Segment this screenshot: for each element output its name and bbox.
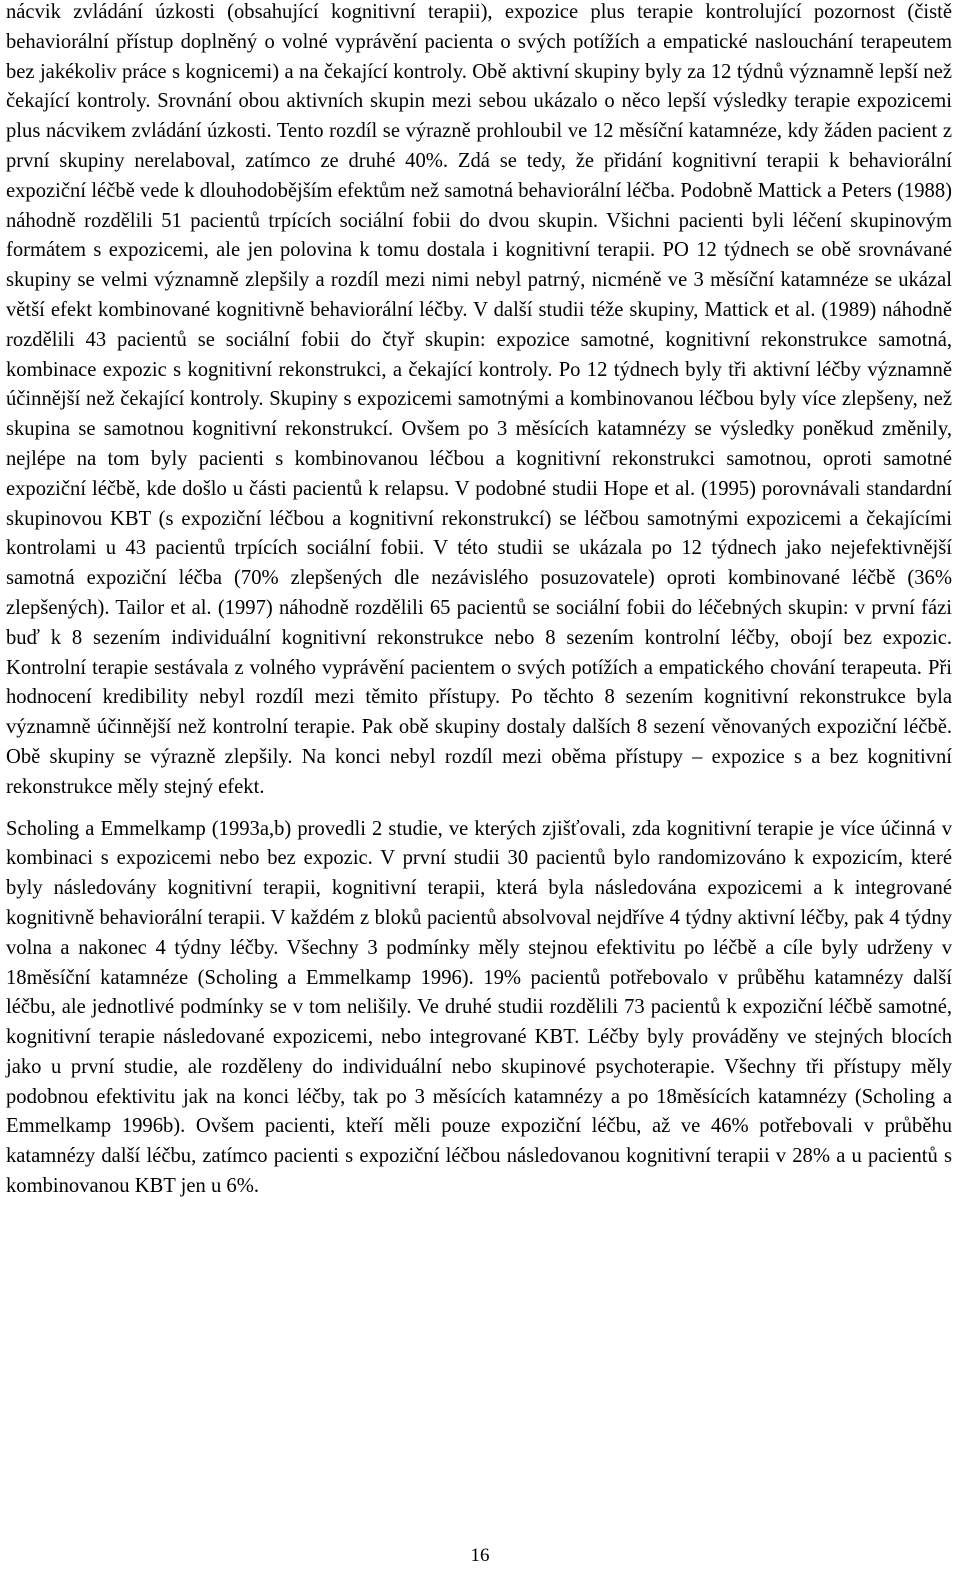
document-page	[6, 0, 952, 1202]
body-paragraph-1: nácvik zvládání úzkosti (obsahující kognitivní terapii), expozice plus terapie kontrolující pozornost (čistě behaviorální přístup doplněný o volné vyprávění pacienta o svých potížích a empatické naslouchání terapeutem bez jakékoliv práce s kognicemi) a na čekající kontroly. Obě aktivní skupiny byly za 12 týdnů významně lepší než čekající kontroly. Srovnání obou aktivních skupin mezi sebou ukázalo o něco lepší výsledky terapie expozicemi plus nácvikem zvládání úzkosti. Tento rozdíl se výrazně prohloubil ve 12 měsíční katamnéze, kdy žáden pacient z první skupiny nerelaboval, zatímco ze druhé 40%. Zdá se tedy, že přidání kognitivní terapii k behaviorální expoziční léčbě vede k dlouhodobějším efektům než samotná behaviorální léčba. Podobně Mattick a Peters (1988) náhodně rozdělili 51 pacientů trpících sociální fobii do dvou skupin. Všichni pacienti byli léčení skupinovým formátem s expozicemi, ale jen polovina k tomu dostala i kognitivní terapii. PO 12 týdnech se obě srovnávané skupiny se velmi významně zlepšily a rozdíl mezi nimi nebyl patrný, nicméně ve 3 měsíční katamnéze se ukázal větší efekt kombinované kognitivně behaviorální léčby. V další studii téže skupiny, Mattick et al. (1989) náhodně rozdělili 43 pacientů se sociální fobii do čtyř skupin: expozice samotné, kognitivní rekonstrukce samotná, kombinace expozic s kognitivní rekonstrukci, a čekající kontroly. Po 12 týdnech byly tři aktivní léčby významně účinnější než čekající kontroly. Skupiny s expozicemi samotnými a kombinovanou léčbou byly více zlepšeny, než skupina se samotnou kognitivní rekonstrukcí. Ovšem po 3 měsících katamnézy se výsledky poněkud změnily, nejlépe na tom byly pacienti s kombinovanou léčbou a kognitivní rekonstrukci samotnou, oproti samotné expoziční léčbě, kde došlo u části pacientů k relapsu. V podobné studii Hope et al. (1995) porovnávali standardní skupinovou KBT (s expoziční léčbou a kognitivní rekonstrukcí) se léčbou samotnými expozicemi a čekajícími kontrolami u 43 pacientů trpících sociální fobii. V této studii se ukázala po 12 týdnech jako nejefektivnější samotná expoziční léčba (70% zlepšených dle nezávislého posuzovatele) oproti kombinované léčbě (36% zlepšených). Tailor et al. (1997) náhodně rozdělili 65 pacientů se sociální fobii do léčebných skupin: v první fázi buď k 8 sezením individuální kognitivní rekonstrukce nebo 8 sezením kontrolní léčby, obojí bez expozic. Kontrolní terapie sestávala z volného vyprávění pacientem o svých potížích a empatického chování terapeuta. Při hodnocení kredibility nebyl rozdíl mezi těmito přístupy. Po těchto 8 sezením kognitivní rekonstrukce byla významně účinnější než kontrolní terapie. Pak obě skupiny dostaly dalších 8 sezení věnovaných expoziční léčbě. Obě skupiny se výrazně zlepšily. Na konci nebyl rozdíl mezi oběma přístupy – expozice s a bez kognitivní rekonstrukce měly stejný efekt.	[6, 1, 952, 798]
body-paragraph-2: Scholing a Emmelkamp (1993a,b) provedli 2 studie, ve kterých zjišťovali, zda kognitivní terapie je více účinná v kombinaci s expozicemi nebo bez expozic. V první studii 30 pacientů bylo randomizováno k expozicím, které byly následovány kognitivní terapii, kognitivní terapii, která byla následována expozicemi a k integrované kognitivně behaviorální terapii. V každém z bloků pacientů absolvoval nejdříve 4 týdny aktivní léčby, pak 4 týdny volna a nakonec 4 týdny léčby. Všechny 3 podmínky měly stejnou efektivitu po léčbě a cíle byly udrženy v 18měsíční katamnéze (Scholing a Emmelkamp 1996). 19% pacientů potřebovalo v průběhu katamnézy další léčbu, ale jednotlivé podmínky se v tom nelišily. Ve druhé studii rozdělili 73 pacientů k expoziční léčbě samotné, kognitivní terapie následované expozicemi, nebo integrované KBT. Léčby byly prováděny ve stejných blocích jako u první studie, ale rozděleny do individuální nebo skupinové psychoterapie. Všechny tři přístupy měly podobnou efektivitu jak na konci léčby, tak po 3 měsících katamnézy a po 18měsících katamnézy (Scholing a Emmelkamp 1996b). Ovšem pacienti, kteří měli pouze expoziční léčbu, až ve 46% potřebovali v průběhu katamnézy další léčbu, zatímco pacienti s expoziční léčbou následovanou kognitivní terapii v 28% a u pacientů s kombinovanou KBT jen u 6%.	[6, 817, 952, 1198]
page-number: 16	[470, 1545, 490, 1566]
